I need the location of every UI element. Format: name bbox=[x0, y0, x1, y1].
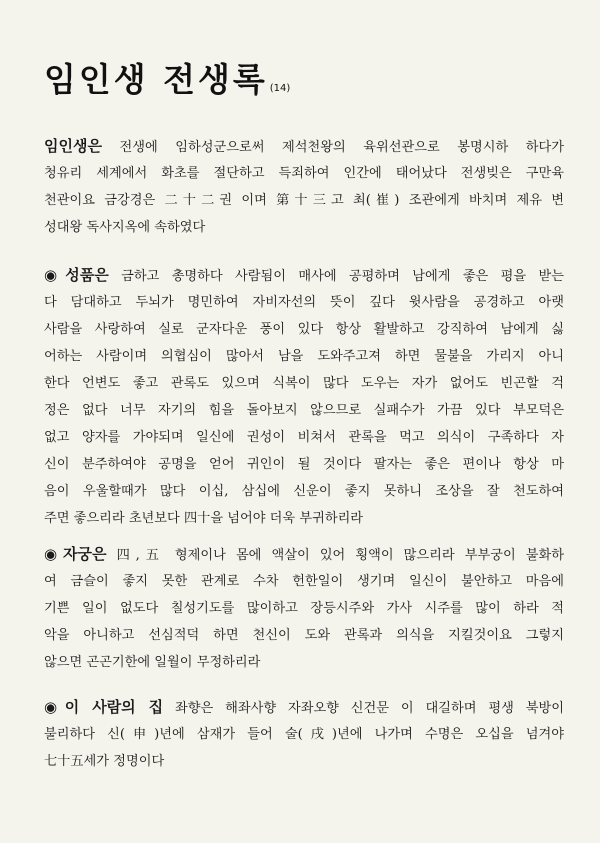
section-heading: 임인생은 bbox=[44, 137, 102, 155]
page-number: (14) bbox=[269, 83, 291, 94]
section-heading: ◉이 사람의 집 bbox=[44, 698, 164, 716]
section-house bbox=[44, 694, 564, 775]
text-line: 음이 우울할때가 많다 이십, 삼십에 신운이 좋지 못하니 조상을 잘 천도하여 bbox=[44, 484, 564, 499]
text-line: 기쁜 일이 없도다 칠성기도를 많이하고 장등시주와 가사 시주를 많이 하라 적 bbox=[44, 601, 564, 616]
text-line: 천관이요 금강경은 二十二권 이며 第十三고 최(崔) 조관에게 바치며 제유 변 bbox=[44, 193, 564, 208]
text-line: 한다 언변도 좋고 관록도 있으며 식복이 많다 도우는 자가 없어도 빈곤할 걱 bbox=[44, 376, 564, 391]
text-line: 악을 아니하고 선심적덕 하면 천신이 도와 관록과 의식을 지킬것이요 그렇지 bbox=[44, 628, 564, 643]
section-heading: ◉자궁은 bbox=[44, 545, 107, 563]
section-personality bbox=[44, 262, 564, 532]
text-line: 성대왕 독사지옥에 속하였다 bbox=[44, 220, 206, 235]
text-line: ◉자궁은 四,五 형제이나 몸에 액살이 있어 횡액이 많으리라 부부궁이 불화하 bbox=[44, 545, 564, 563]
text-line: 여 금슬이 좋지 못한 관계로 수차 헌한일이 생기며 일신이 불안하고 마음에 bbox=[44, 574, 564, 589]
section-previous-life bbox=[44, 133, 564, 241]
text-line: ◉이 사람의 집 좌향은 해좌사향 자좌오향 신건문 이 대길하며 평생 북방이 bbox=[44, 698, 564, 716]
text-line: 신이 분주하여야 공명을 얻어 귀인이 될 것이다 팔자는 좋은 편이나 항상 마 bbox=[44, 457, 564, 472]
text-line: 임인생은 전생에 임하성군으로써 제석천왕의 육위선관으로 봉명시하 하다가 bbox=[44, 137, 564, 155]
text-line: 않으면 곤곤기한에 일월이 무정하리라 bbox=[44, 655, 261, 670]
text-line: 다 담대하고 두뇌가 명민하여 자비자선의 뜻이 깊다 윗사람을 공경하고 아랫 bbox=[44, 295, 564, 310]
text-line: ◉성품은 금하고 총명하다 사람됨이 매사에 공평하며 남에게 좋은 평을 받는 bbox=[44, 266, 564, 284]
text-line: 사람을 사랑하여 실로 군자다운 풍이 있다 항상 활발하고 강직하여 남에게 싫 bbox=[44, 322, 564, 337]
text-line: 七十五세가 정명이다 bbox=[44, 754, 165, 769]
title-text: 임인생 전생록 bbox=[44, 60, 268, 99]
section-heading: ◉성품은 bbox=[44, 266, 109, 284]
text-line: 없고 양자를 가야되며 일신에 권성이 비쳐서 관록을 먹고 의식이 구족하다 자 bbox=[44, 430, 564, 445]
section-children bbox=[44, 541, 564, 676]
text-line: 불리하다 신(申)년에 삼재가 들어 술(戌)년에 나가며 수명은 오십을 넘겨야 bbox=[44, 727, 564, 742]
text-line: 정은 없다 너무 자기의 힘을 돌아보지 않으므로 실패수가 가끔 있다 부모덕은 bbox=[44, 403, 564, 418]
text-line: 주면 좋으리라 초년보다 四十을 넘어야 더욱 부귀하리라 bbox=[44, 511, 364, 526]
text-line: 청유리 세계에서 화초를 절단하고 득죄하여 인간에 태어났다 전생빚은 구만육 bbox=[44, 166, 564, 181]
page-title bbox=[44, 54, 290, 101]
text-line: 어하는 사람이며 의협심이 많아서 남을 도와주고져 하면 물불을 가리지 아니 bbox=[44, 349, 564, 364]
